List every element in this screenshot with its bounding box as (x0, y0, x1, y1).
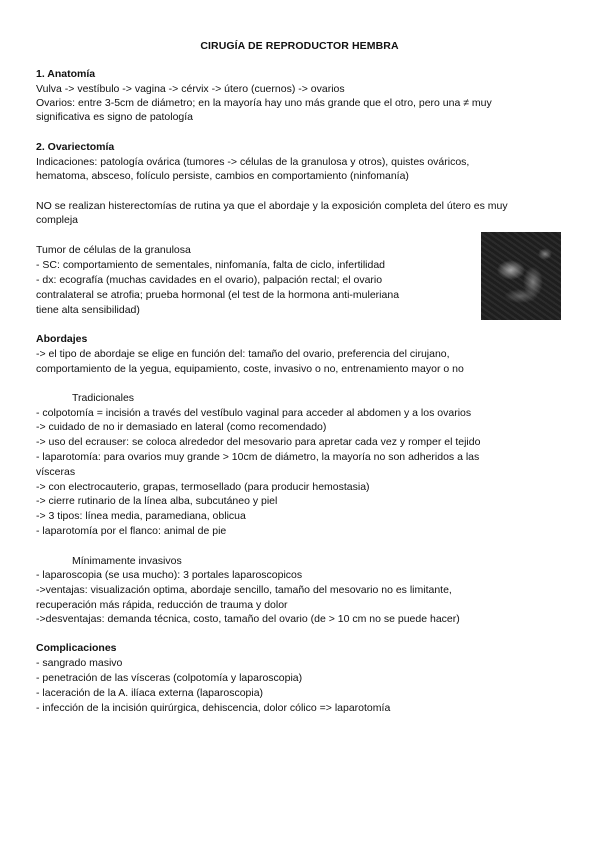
section-heading-abordajes: Abordajes (36, 333, 88, 345)
ultrasound-image (481, 232, 561, 320)
text-line: - colpotomía = incisión a través del vestíbulo vaginal para acceder al abdomen y a los ovarios (36, 407, 472, 419)
text-line: tiene alta sensibilidad) (36, 304, 140, 316)
text-line: - laparotomía por el flanco: animal de pie (36, 525, 227, 537)
text-line: - laparoscopia (se usa mucho): 3 portales laparoscopicos (36, 569, 303, 581)
text-line: -> uso del ecrauser: se coloca alrededor del mesovario para apretar cada vez y romper el tejido (36, 436, 481, 448)
text-line: comportamiento de la yegua, equipamiento, coste, invasivo o no, entrenamiento mayor o no (36, 363, 464, 375)
text-line: Tumor de células de la granulosa (36, 244, 191, 256)
text-line: contralateral se atrofia; prueba hormonal (el test de la hormona anti-muleriana (36, 289, 400, 301)
text-line: -> el tipo de abordaje se elige en función del: tamaño del ovario, preferencia del cirujano, (36, 348, 450, 360)
text-line: ->ventajas: visualización optima, abordaje sencillo, tamaño del mesovario no es limitante, (36, 584, 452, 596)
text-line: Ovarios: entre 3-5cm de diámetro; en la mayoría hay uno más grande que el otro, pero una ≠ muy (36, 97, 492, 109)
text-line: - dx: ecografía (muchas cavidades en el ovario), palpación rectal; el ovario (36, 274, 383, 286)
text-line: compleja (36, 214, 79, 226)
text-line: - penetración de las vísceras (colpotomía y laparoscopia) (36, 672, 303, 684)
text-line: - laceración de la A. ilíaca externa (laparoscopia) (36, 687, 264, 699)
section-heading-anatomia: 1. Anatomía (36, 68, 96, 80)
text-line: significativa es signo de patología (36, 111, 194, 123)
text-line: hematoma, absceso, folículo persiste, cambios en comportamiento (ninfomanía) (36, 170, 409, 182)
text-line: - infección de la incisión quirúrgica, dehiscencia, dolor cólico => laparotomía (36, 702, 391, 714)
section-heading-complicaciones: Complicaciones (36, 642, 117, 654)
text-line: ->desventajas: demanda técnica, costo, tamaño del ovario (de > 10 cm no se puede hacer) (36, 613, 460, 625)
text-line: - laparotomía: para ovarios muy grande > 10cm de diámetro, la mayoría no son adheridos a las (36, 451, 480, 463)
text-line: - sangrado masivo (36, 657, 123, 669)
section-heading-ovariectomia: 2. Ovariectomía (36, 141, 115, 153)
text-line: vísceras (36, 466, 76, 478)
text-line: NO se realizan histerectomías de rutina ya que el abordaje y la exposición completa del útero es muy (36, 200, 508, 212)
text-line: -> cuidado de no ir demasiado en lateral (como recomendado) (36, 421, 327, 433)
text-line: recuperación más rápida, reducción de trauma y dolor (36, 599, 288, 611)
text-line: -> con electrocauterio, grapas, termosellado (para producir hemostasia) (36, 481, 370, 493)
text-line: Indicaciones: patología ovárica (tumores -> células de la granulosa y otros), quistes ováricos, (36, 156, 470, 168)
text-line: - SC: comportamiento de sementales, ninfomanía, falta de ciclo, infertilidad (36, 259, 386, 271)
subheading-tradicionales: Tradicionales (72, 392, 135, 404)
text-line: Vulva -> vestíbulo -> vagina -> cérvix -> útero (cuernos) -> ovarios (36, 83, 345, 95)
text-line: -> 3 tipos: línea media, paramediana, oblicua (36, 510, 246, 522)
page-title: CIRUGÍA DE REPRODUCTOR HEMBRA (200, 40, 399, 52)
text-line: -> cierre rutinario de la línea alba, subcutáneo y piel (36, 495, 278, 507)
subheading-minimamente-invasivos: Mínimamente invasivos (72, 555, 182, 567)
